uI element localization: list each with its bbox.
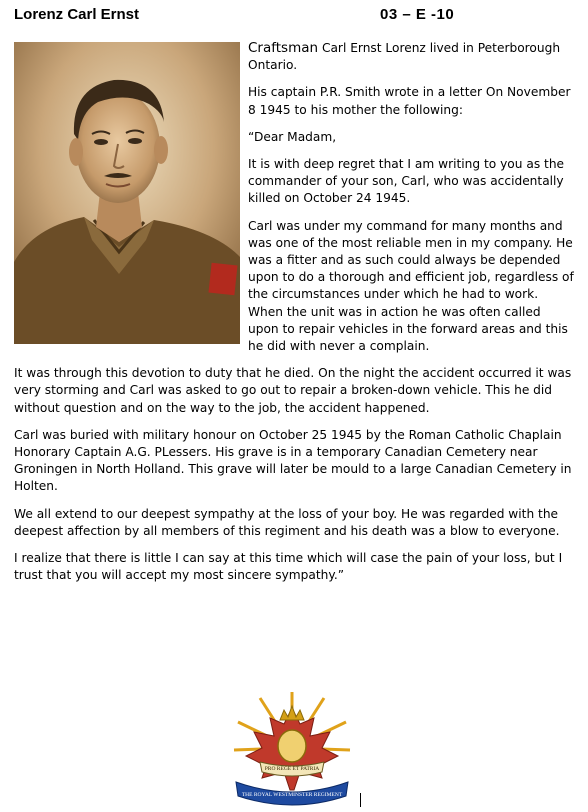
text-cursor	[360, 793, 361, 807]
photo-spacer	[14, 42, 240, 344]
letter-paragraph-2: Carl was under my command for many months and was one of the most reliable men in my company. He was a fitter and as such could always be depended upon to do a thorough and efficient job, regardless of the circumstances under which he had to work. When the unit was in action he was often called upon to repair vehicles in the forward areas and this he did with never a complain.	[248, 218, 574, 354]
letter-paragraph-6: I realize that there is little I can say at this time which will case the pain of your loss, but I trust that you will accept my most sincere sympathy.”	[14, 551, 563, 583]
intro-rest: Carl Ernst Lorenz lived in Peterborough Ontario.	[248, 41, 561, 73]
salutation: “Dear Madam,	[248, 129, 337, 144]
letter-paragraph-3: It was through this devotion to duty that he died. On the night the accident occurred it was very storming and Carl was asked to go out to repair a broken-down vehicle. This he did without question and on the way to the job, the accident happened.	[14, 366, 572, 415]
soldier-name: Lorenz Carl Ernst	[14, 6, 140, 23]
captain-paragraph: His captain P.R. Smith wrote in a letter On November 8 1945 to his mother the following:	[248, 85, 571, 117]
regiment-crest-icon	[230, 690, 354, 808]
regiment-crest	[230, 690, 354, 808]
letter-paragraph-5: We all extend to our deepest sympathy at the loss of your boy. He was regarded with the deepest affection by all members of this regiment and his death was a blow to everyone.	[14, 506, 560, 538]
letter-paragraph-4: Carl was buried with military honour on October 25 1945 by the Roman Catholic Chaplain Honorary Captain A.G. PLessers. His grave is in a temporary Canadian Cemetery near Groningen in North Holland. This grave will later be mould to a large Canadian Cemetery in Holten.	[14, 427, 572, 494]
rank-word: Craftsman	[248, 40, 319, 56]
crest-motto: PRO REGE ET PATRIA	[264, 766, 320, 772]
crest-banner-text: THE ROYAL WESTMINSTER REGIMENT	[241, 792, 343, 798]
grave-plot-number: 03 – E -10	[380, 6, 455, 23]
letter-text	[14, 40, 574, 594]
page-header	[14, 6, 574, 28]
letter-paragraph-1: It is with deep regret that I am writing to you as the commander of your son, Carl, who was accidentally killed on October 24 1945.	[248, 157, 565, 206]
